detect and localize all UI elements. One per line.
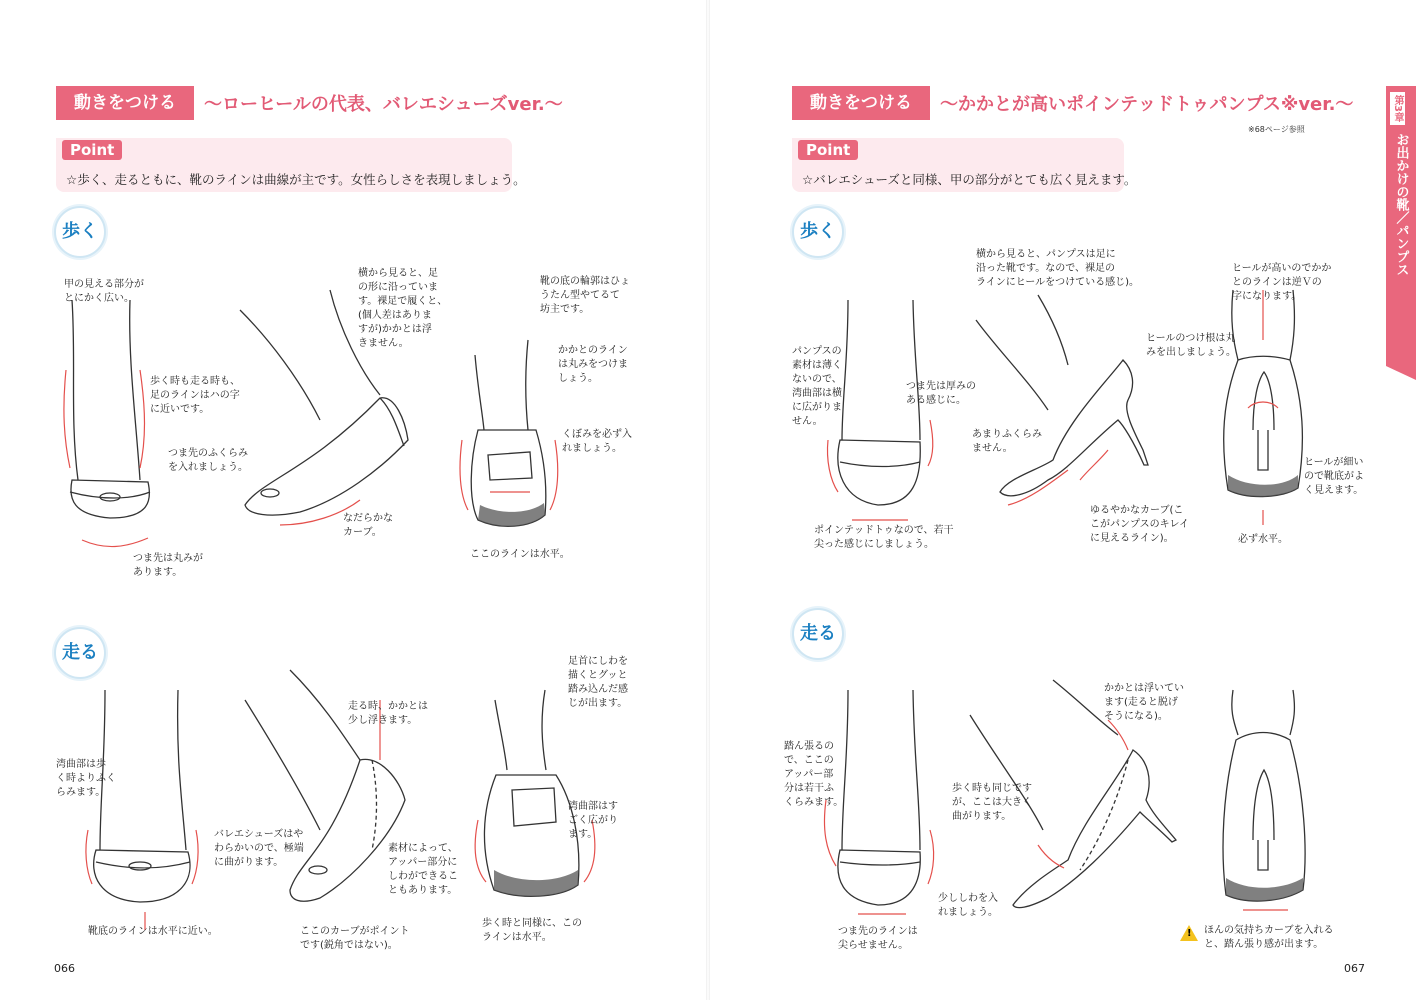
note: 必ず水平。 <box>1238 534 1288 545</box>
note: かかとのライン は丸みをつけま しょう。 <box>558 345 628 384</box>
left-run-label: 走る <box>54 627 106 679</box>
note: つま先のラインは 尖らせません。 <box>838 926 918 951</box>
note: あまりふくらみ ません。 <box>972 429 1042 454</box>
chapter-tab <box>1386 86 1416 366</box>
note: 足首にしわを 描くとグッと 踏み込んだ感 じが出ます。 <box>568 656 628 709</box>
left-walk-label: 歩く <box>54 206 106 258</box>
right-page <box>708 0 1416 1000</box>
left-point-tag: Point <box>62 140 122 160</box>
note: 横から見ると、パンプスは足に 沿った靴です。なので、裸足の ラインにヒールをつけている感じ)。 <box>976 249 1140 288</box>
chapter-number: 第3章 <box>1390 92 1405 125</box>
note: つま先のふくらみ を入れましょう。 <box>168 448 248 473</box>
right-point-text: ☆バレエシューズと同様、甲の部分がとても広く見えます。 <box>802 172 1137 187</box>
note: パンプスの 素材は薄く ないので、 湾曲部は横 に広がりま せん。 <box>792 346 842 427</box>
note: 踏ん張るの で、ここの アッパー部 分は若干ふ くらみます。 <box>784 741 844 808</box>
note: 歩く時も同じです が、ここは大きく 曲がります。 <box>952 783 1032 822</box>
note: 湾曲部はす ごく広がり ます。 <box>568 801 618 840</box>
note: 素材によって、 アッパー部分に しわができるこ ともあります。 <box>388 843 458 896</box>
left-point-text: ☆歩く、走るともに、靴のラインは曲線が主です。女性らしさを表現しましょう。 <box>66 172 526 187</box>
warning-icon: ! <box>1180 925 1198 941</box>
right-walk-label: 歩く <box>792 206 844 258</box>
reference-note: ※68ページ参照 <box>1248 125 1305 134</box>
note: ヒールが細い ので靴底がよ く見えます。 <box>1304 457 1364 496</box>
note: ここのラインは水平。 <box>470 549 570 560</box>
note: なだらかな カーブ。 <box>343 513 393 538</box>
note: 横から見ると、足 の形に沿っていま す。裸足で履くと、 (個人差はありま すが)かかとは浮 きません。 <box>358 268 448 349</box>
left-page-number: 066 <box>54 962 75 975</box>
note: かかとは浮いてい ます(走ると脱げ そうになる)。 <box>1104 683 1184 722</box>
right-shoe-illustrations <box>708 0 1416 1000</box>
left-header-tag: 動きをつける <box>56 86 194 120</box>
right-point-tag: Point <box>798 140 858 160</box>
right-page-number: 067 <box>1344 962 1365 975</box>
note: くぼみを必ず入 れましょう。 <box>562 429 632 454</box>
note: 湾曲部は歩 く時よりふく らみます。 <box>56 759 116 798</box>
note: 靴底のラインは水平に近い。 <box>88 926 218 937</box>
note: ヒールのつけ根は丸 みを出しましょう。 <box>1146 333 1236 358</box>
right-header-title: 〜かかとが高いポインテッドトゥパンプス※ver.〜 <box>940 94 1354 115</box>
note: 甲の見える部分が とにかく広い。 <box>64 279 144 304</box>
note: 歩く時と同様に、この ラインは水平。 <box>482 918 582 943</box>
note: 走る時、かかとは 少し浮きます。 <box>348 701 428 726</box>
note: つま先は厚みの ある感じに。 <box>906 381 976 406</box>
note: 靴の底の輪郭はひょ うたん型やてるて 坊主です。 <box>540 276 630 315</box>
note: ゆるやかなカーブ(こ こがパンプスのキレイ に見えるライン)。 <box>1090 505 1189 544</box>
right-header-tag: 動きをつける <box>792 86 930 120</box>
chapter-tab-arrow <box>1386 366 1416 380</box>
note: ここのカーブがポイント です(鋭角ではない)。 <box>300 926 410 951</box>
note: 歩く時も走る時も、 足のラインはハの字 に近いです。 <box>150 376 240 415</box>
left-header-title: 〜ローヒールの代表、バレエシューズver.〜 <box>204 94 563 115</box>
note: 少ししわを入 れましょう。 <box>938 893 998 918</box>
note: ほんの気持ちカーブを入れる と、踏ん張り感が出ます。 <box>1204 925 1334 950</box>
right-run-label: 走る <box>792 608 844 660</box>
note: つま先は丸みが あります。 <box>133 553 203 578</box>
chapter-title: お出かけの靴／パンプス <box>1393 132 1409 276</box>
note: ヒールが高いのでかか とのラインは逆Ｖの 字になります。 <box>1232 263 1332 302</box>
note: ポインテッドトゥなので、若干 尖った感じにしましょう。 <box>814 525 954 550</box>
note: バレエシューズはや わらかいので、極端 に曲がります。 <box>214 829 304 868</box>
